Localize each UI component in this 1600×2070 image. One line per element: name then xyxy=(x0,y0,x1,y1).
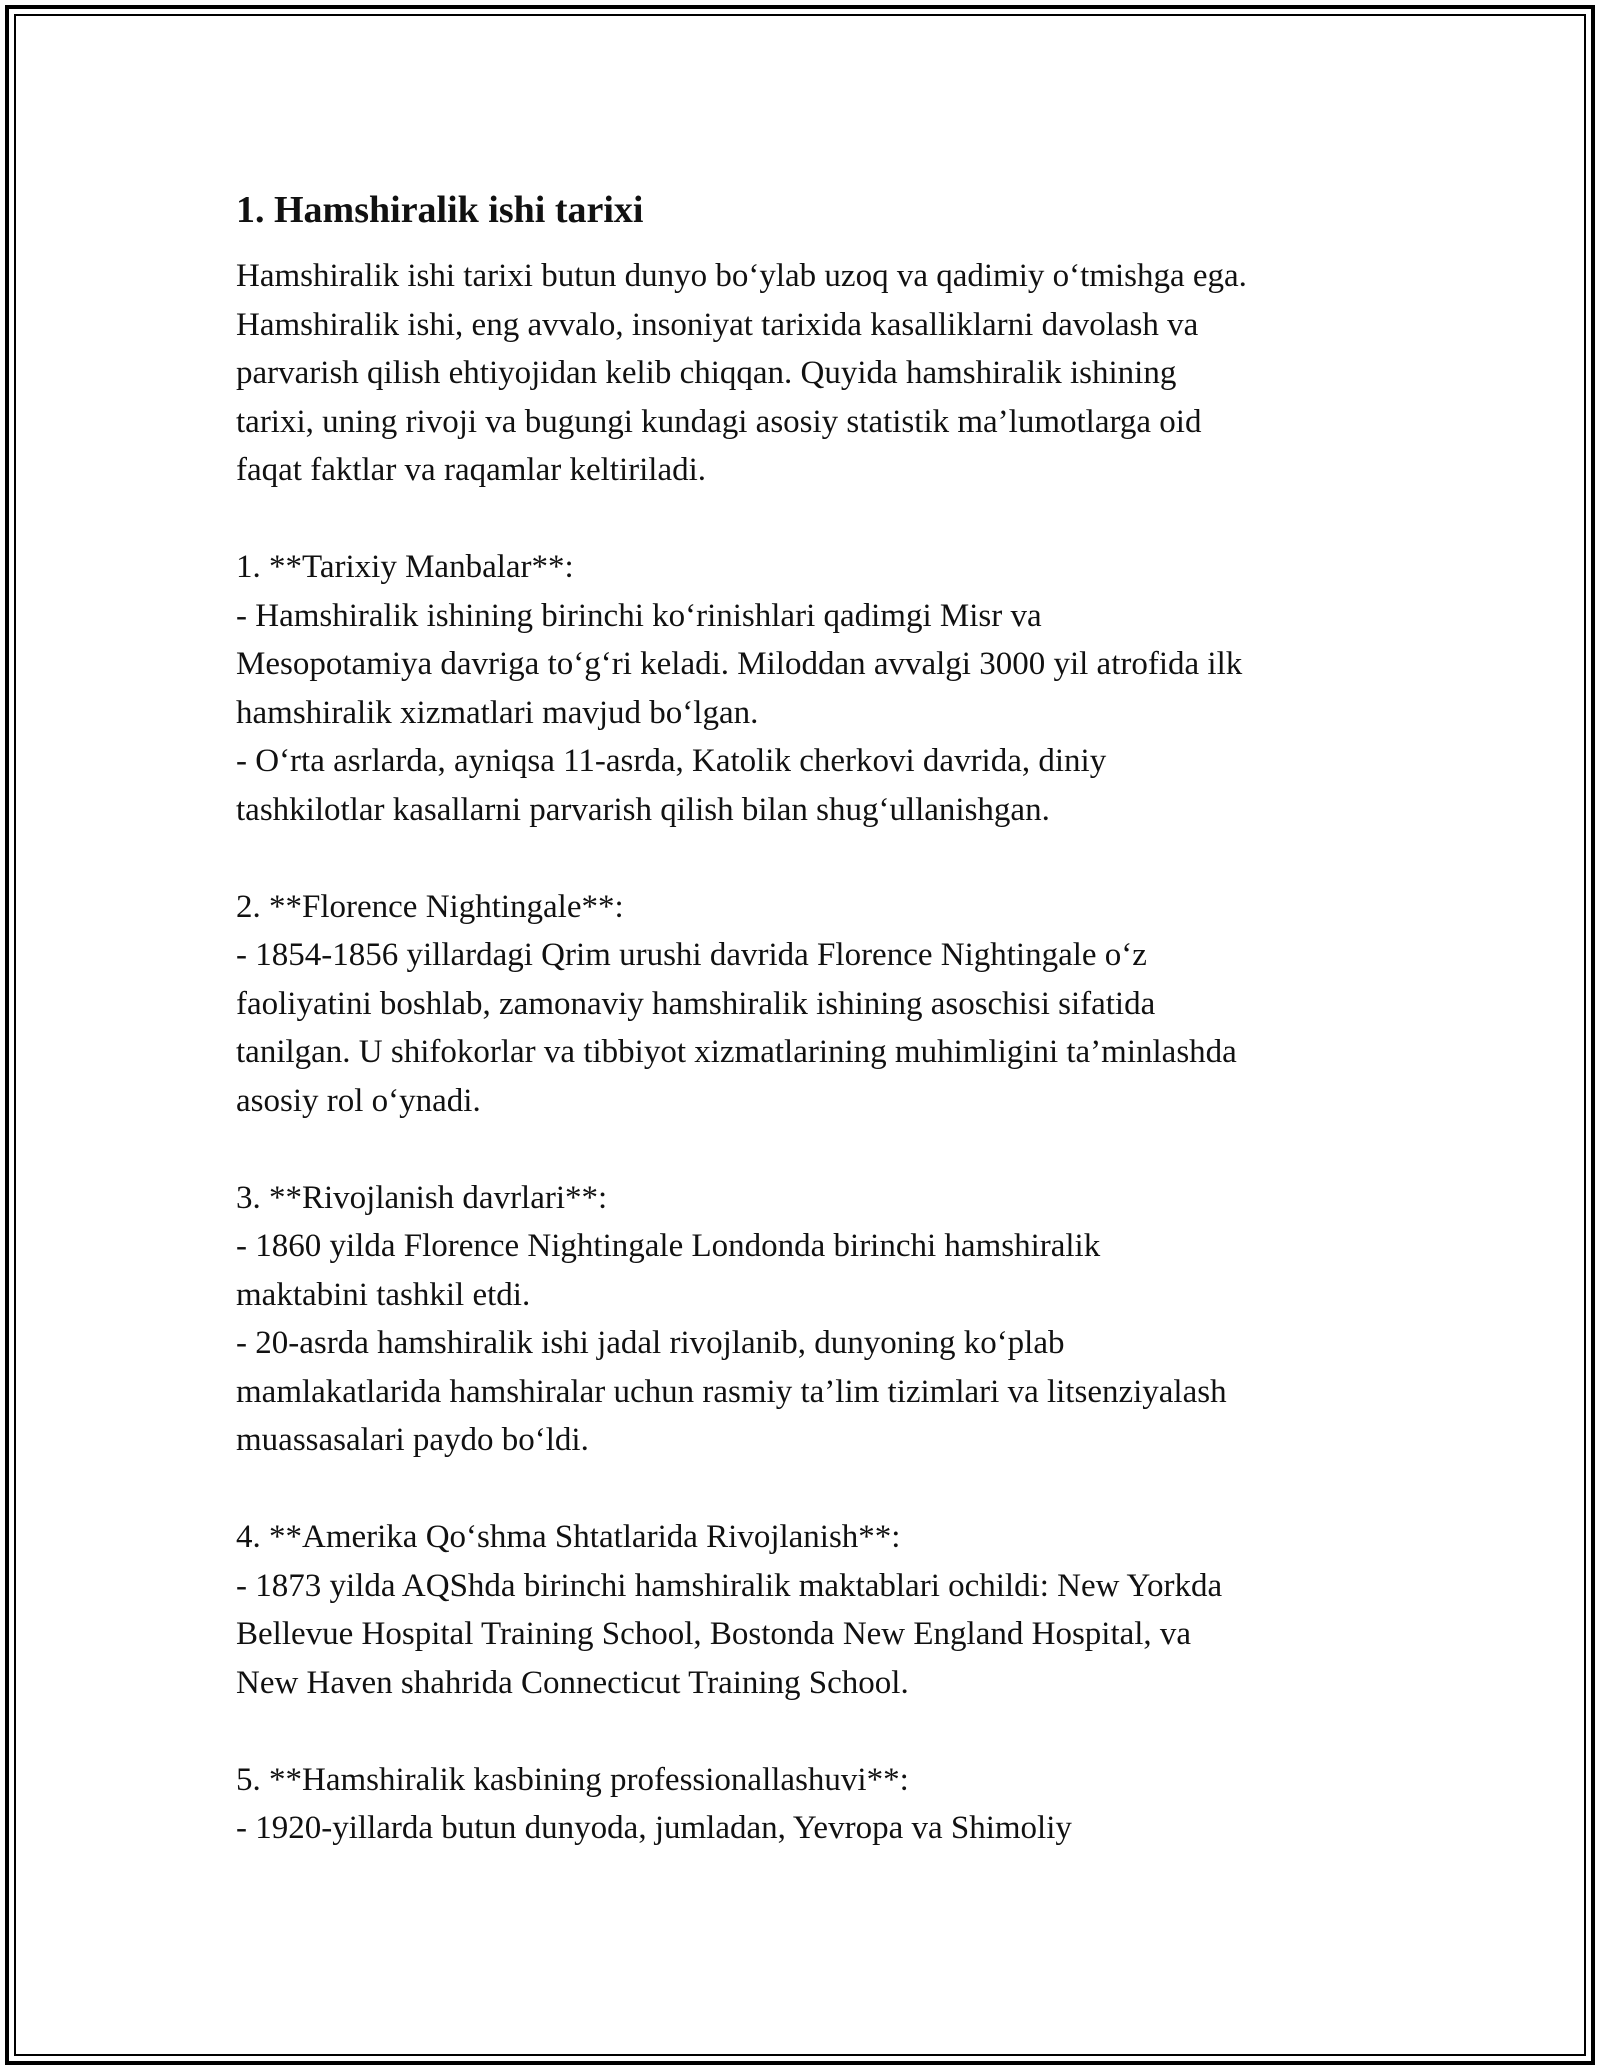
section-bullet: - 20-asrda hamshiralik ishi jadal rivojlanib, dunyoning ko‘plab mamlakatlarida hamshiralar uchun rasmiy ta’lim tizimlari va litsenziyalash muassasalari paydo bo‘ldi. xyxy=(236,1325,1227,1458)
section-heading: 3. **Rivojlanish davrlari**: xyxy=(236,1179,608,1216)
document-title: 1. Hamshiralik ishi tarixi xyxy=(236,189,644,231)
intro-paragraph: Hamshiralik ishi tarixi butun dunyo bo‘ylab uzoq va qadimiy o‘tmishga ega. Hamshiralik ishi, eng avvalo, insoniyat tarixida kasalliklarni davolash va parvarish qilish ehtiyojidan kelib chiqqan. Quyida hamshiralik ishining tarixi, uning rivoji va bugungi kundagi asosiy statistik ma’lumotlarga oid faqat faktlar va raqamlar keltiriladi. xyxy=(236,258,1247,488)
document-body xyxy=(236,186,1386,1853)
section-bullet: - 1854-1856 yillardagi Qrim urushi davrida Florence Nightingale o‘z faoliyatini boshlab, zamonaviy hamshiralik ishining asoschisi sifatida tanilgan. U shifokorlar va tibbiyot xizmatlarining muhimligini ta’minlashda asosiy rol o‘ynadi. xyxy=(236,937,1237,1119)
section-bullet: - 1860 yilda Florence Nightingale Londonda birinchi hamshiralik maktabini tashkil etdi. xyxy=(236,1228,1101,1313)
section-florence-nightingale xyxy=(236,883,1386,1126)
section-rivojlanish-davrlari xyxy=(236,1174,1386,1465)
section-bullet: - 1920-yillarda butun dunyoda, jumladan, Yevropa va Shimoliy xyxy=(236,1810,1072,1846)
section-heading: 1. **Tarixiy Manbalar**: xyxy=(236,549,574,585)
section-professionallashuv xyxy=(236,1756,1386,1853)
section-heading: 5. **Hamshiralik kasbining professionallashuvi**: xyxy=(236,1761,909,1798)
section-aqsh-rivojlanish xyxy=(236,1513,1386,1707)
section-bullet: - 1873 yilda AQShda birinchi hamshiralik maktablari ochildi: New Yorkda Bellevue Hospital Training School, Bostonda New England Hospital, va New Haven shahrida Connecticut Training School. xyxy=(236,1567,1223,1701)
section-tarixiy-manbalar xyxy=(236,543,1386,834)
section-bullet: - Hamshiralik ishining birinchi ko‘rinishlari qadimgi Misr va Mesopotamiya davriga to‘g‘ri keladi. Miloddan avvalgi 3000 yil atrofida ilk hamshiralik xizmatlari mavjud bo‘lgan. xyxy=(236,597,1243,731)
section-heading: 2. **Florence Nightingale**: xyxy=(236,888,624,925)
section-heading: 4. **Amerika Qo‘shma Shtatlarida Rivojlanish**: xyxy=(236,1519,901,1555)
section-bullet: - O‘rta asrlarda, ayniqsa 11-asrda, Katolik cherkovi davrida, diniy tashkilotlar kasallarni parvarish qilish bilan shug‘ullanishgan. xyxy=(236,743,1107,828)
